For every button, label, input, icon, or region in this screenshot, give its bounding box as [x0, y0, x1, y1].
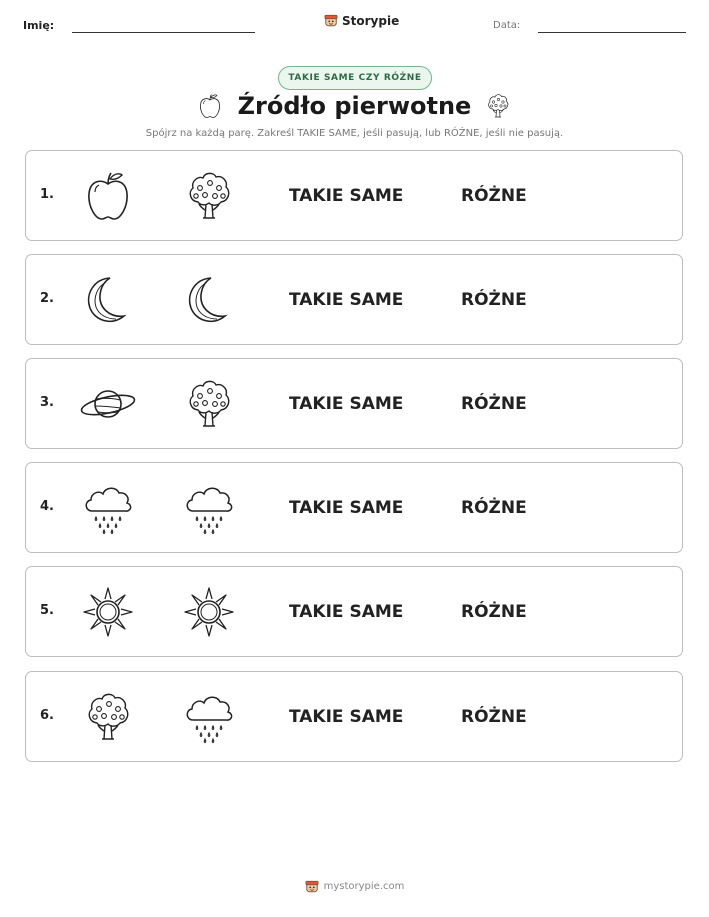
name-label: Imię: [23, 19, 55, 32]
option-same[interactable]: TAKIE SAME [289, 707, 404, 727]
question-row-5 [25, 566, 683, 657]
option-same[interactable]: TAKIE SAME [289, 290, 404, 310]
page-title: Źródło pierwotne [237, 92, 472, 120]
question-row-1 [25, 150, 683, 241]
mascot-icon [324, 13, 338, 28]
tree-icon [181, 376, 237, 432]
instructions: Spójrz na każdą parę. Zakreśl TAKIE SAME, jeśli pasują, lub RÓŻNE, jeśli nie pasują. [145, 128, 564, 139]
option-different[interactable]: RÓŻNE [461, 707, 527, 727]
worksheet-badge: TAKIE SAME CZY RÓŻNE [278, 66, 432, 90]
footer [0, 879, 709, 894]
option-different[interactable]: RÓŻNE [461, 290, 527, 310]
option-same[interactable]: TAKIE SAME [289, 186, 404, 206]
question-number: 6. [40, 708, 54, 723]
option-different[interactable]: RÓŻNE [461, 394, 527, 414]
moon-icon [80, 272, 136, 328]
tree-icon [484, 92, 512, 120]
question-number: 5. [40, 603, 54, 618]
option-same[interactable]: TAKIE SAME [289, 602, 404, 622]
question-number: 2. [40, 291, 54, 306]
option-same[interactable]: TAKIE SAME [289, 498, 404, 518]
date-line[interactable] [538, 32, 686, 33]
date-label: Data: [493, 20, 521, 31]
rain-cloud-icon [80, 480, 136, 536]
question-row-3 [25, 358, 683, 449]
question-number: 1. [40, 187, 54, 202]
footer-url[interactable]: mystorypie.com [323, 881, 405, 892]
option-different[interactable]: RÓŻNE [461, 186, 527, 206]
tree-icon [181, 168, 237, 224]
rain-cloud-icon [181, 480, 237, 536]
brand-logo [324, 13, 399, 28]
apple-icon [80, 168, 136, 224]
rain-cloud-icon [181, 689, 237, 745]
option-different[interactable]: RÓŻNE [461, 602, 527, 622]
question-row-6 [25, 671, 683, 762]
name-line[interactable] [72, 32, 255, 33]
moon-icon [181, 272, 237, 328]
option-different[interactable]: RÓŻNE [461, 498, 527, 518]
tree-icon [80, 689, 136, 745]
mascot-icon [305, 879, 319, 894]
question-number: 4. [40, 499, 54, 514]
question-row-2 [25, 254, 683, 345]
sun-icon [181, 584, 237, 640]
question-number: 3. [40, 395, 54, 410]
question-row-4 [25, 462, 683, 553]
planet-icon [80, 376, 136, 432]
brand-name: Storypie [342, 13, 400, 28]
sun-icon [80, 584, 136, 640]
option-same[interactable]: TAKIE SAME [289, 394, 404, 414]
